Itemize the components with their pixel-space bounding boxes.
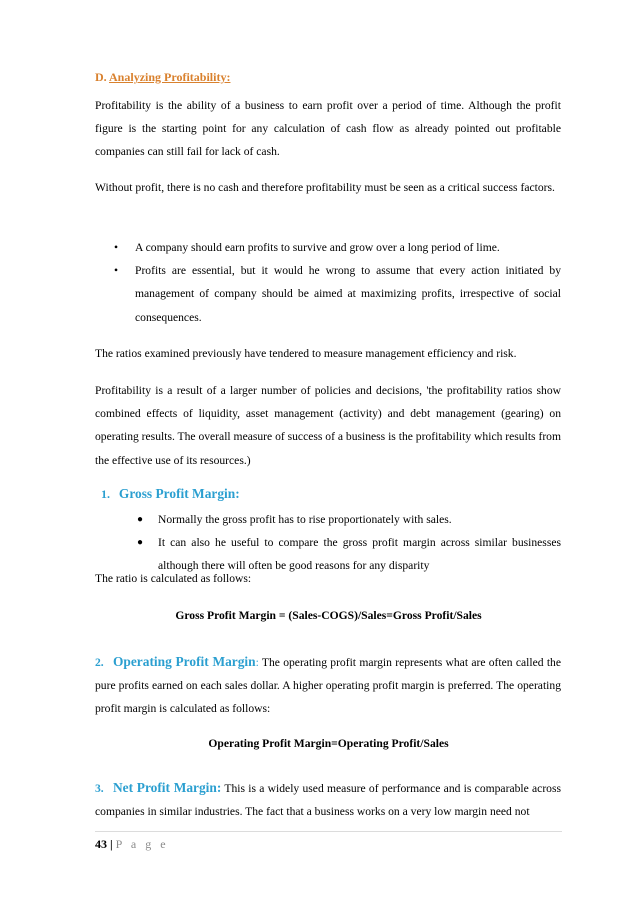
footer-divider [95,831,562,832]
item-text: The operating profit margin represents what are often called the pure profits earned on each sales dollar. A higher operating profit margin is preferred. The operating profit margin is calculated as follows: [95,656,561,716]
item-title: Net Profit Margin: [112,780,222,795]
item-number: 2. [95,656,104,669]
item-text: This is a widely used measure of performance and is comparable across companies in similar industries. The fact that a business works on a very low margin need not [95,782,561,819]
item-number: 1. [101,487,110,501]
list-item-text: A company should earn profits to survive and grow over a long period of lime. [135,241,500,254]
ratio-intro: The ratio is calculated as follows: [95,572,252,585]
list-item-text: It can also he useful to compare the gross profit margin across similar businesses although there will often be good reasons for any disparity [158,536,561,573]
item-operating-profit [95,650,561,721]
bullet-icon: ● [137,514,144,525]
paragraph-profitability-definition: Profitability is the ability of a business to earn profit over a period of time. Although the profit figure is the starting point for any calculation of cash flow as already pointed out profitable companies can still fail for lack of cash. [95,99,561,159]
item-title-colon: : [255,656,259,669]
list-item [114,259,561,329]
item-heading-gross-profit [101,486,240,502]
bullet-icon: • [114,241,119,254]
formula-operating-profit: Operating Profit Margin=Operating Profit/Sales [208,737,449,750]
bullet-icon: ● [137,537,144,549]
section-letter: D. [95,70,107,84]
page-label: P a g e [115,837,169,851]
formula-gross-profit: Gross Profit Margin = (Sales-COGS)/Sales=Gross Profit/Sales [175,609,482,622]
page-number: 43 [95,837,107,851]
list-item-text: Profits are essential, but it would he wrong to assume that every action initiated by management of company should be aimed at maximizing profits, irrespective of social consequences. [135,264,561,324]
paragraph-profitability-result: Profitability is a result of a larger number of policies and decisions, 'the profitability ratios show combined effects of liquidity, asset management (activity) and debt management (gearing) on operating results. The overall measure of success of a business is the profitability which results from the effective use of its resources.) [95,384,561,467]
page-footer [95,837,169,852]
list-item-text: Normally the gross profit has to rise proportionately with sales. [158,513,452,526]
bullet-icon: • [114,264,119,278]
paragraph-ratios-examined: The ratios examined previously have tendered to measure management efficiency and risk. [95,347,517,360]
list-item [114,236,561,259]
item-title: Operating Profit Margin [113,654,256,669]
item-title: Gross Profit Margin: [118,486,240,501]
footer-separator: | [110,837,113,851]
paragraph-without-profit: Without profit, there is no cash and therefore profitability must be seen as a critical success factors. [95,181,555,194]
section-title: Analyzing Profitability: [109,70,231,84]
section-heading [95,70,230,85]
item-net-profit [95,776,561,823]
profit-bullet-list [114,236,561,329]
item-number: 3. [95,782,104,795]
list-item [137,508,561,531]
